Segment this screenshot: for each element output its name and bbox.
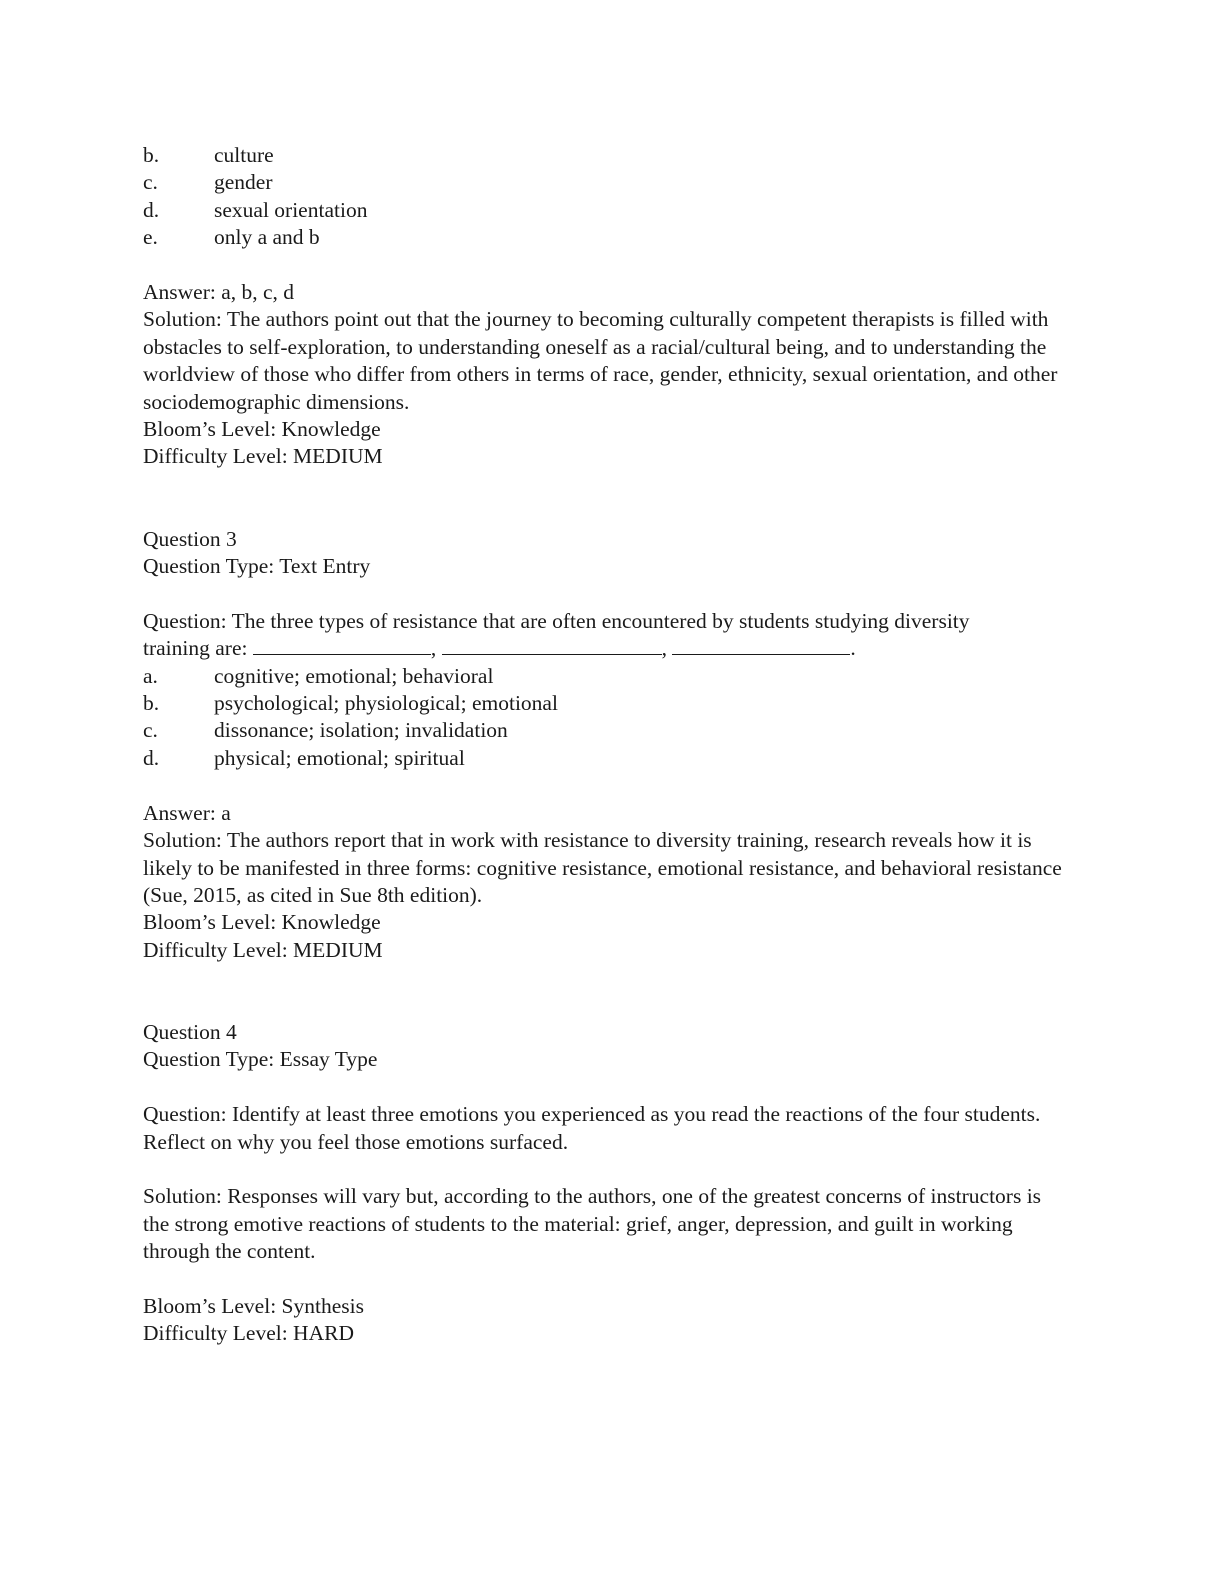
q3-options — [143, 663, 1083, 773]
option-item — [143, 224, 1083, 251]
q3-bloom-level: Bloom’s Level: Knowledge — [143, 910, 381, 935]
document-page — [143, 142, 1083, 1348]
option-text: only a and b — [214, 225, 320, 250]
blank-separator: , — [430, 636, 442, 661]
option-text: gender — [214, 170, 273, 195]
option-letter: c. — [143, 170, 158, 195]
q3-solution: Solution: The authors report that in work with resistance to diversity training, research reveals how it is likely to be manifested in three forms: cognitive resistance, emotional resistance, and behavioral resistance (Sue, 2015, as cited in Sue 8th edition). — [143, 828, 1062, 907]
option-text: sexual orientation — [214, 197, 368, 222]
option-letter: b. — [143, 691, 160, 716]
option-item — [143, 197, 1083, 224]
option-letter: d. — [143, 197, 160, 222]
option-text: psychological; physiological; emotional — [214, 691, 558, 716]
option-text: dissonance; isolation; invalidation — [214, 718, 508, 743]
option-item — [143, 690, 1083, 717]
option-letter: c. — [143, 718, 158, 743]
q4-bloom-level: Bloom’s Level: Synthesis — [143, 1293, 364, 1318]
q3-question-line1: Question: The three types of resistance that are often encountered by students studying diversity — [143, 608, 970, 633]
option-letter: d. — [143, 745, 160, 770]
option-text: physical; emotional; spiritual — [214, 745, 465, 770]
q3-difficulty-level: Difficulty Level: MEDIUM — [143, 937, 383, 962]
q2-bloom-level: Bloom’s Level: Knowledge — [143, 417, 381, 442]
option-item — [143, 745, 1083, 772]
q2-solution: Solution: The authors point out that the journey to becoming culturally competent therapists is filled with obstacles to self-exploration, to understanding oneself as a racial/cultural being, and to understanding the worldview of those who differ from others in terms of race, gender, ethnicity, sexual orientation, and other sociodemographic dimensions. — [143, 307, 1058, 414]
q4-solution: Solution: Responses will vary but, according to the authors, one of the greatest concerns of instructors is the strong emotive reactions of students to the material: grief, anger, depression, and guilt in working through the content. — [143, 1184, 1042, 1264]
q3-question-line2 — [143, 635, 1083, 662]
q2-options — [143, 142, 1083, 252]
answer-blank-3 — [672, 635, 850, 655]
option-text: cognitive; emotional; behavioral — [214, 663, 494, 688]
blank-separator: , — [661, 636, 673, 661]
blank-end: . — [850, 636, 856, 661]
option-item — [143, 169, 1083, 196]
q4-type: Question Type: Essay Type — [143, 1047, 378, 1072]
q3-type: Question Type: Text Entry — [143, 554, 371, 579]
answer-blank-1 — [253, 635, 431, 655]
q3-title: Question 3 — [143, 526, 237, 551]
q4-title: Question 4 — [143, 1019, 237, 1044]
q4-question: Question: Identify at least three emotions you experienced as you read the reactions of the four students. Reflect on why you feel those emotions surfaced. — [143, 1102, 1041, 1154]
option-item — [143, 663, 1083, 690]
q4-difficulty-level: Difficulty Level: HARD — [143, 1321, 354, 1346]
q3-question-prefix: training are: — [143, 636, 253, 661]
option-item — [143, 717, 1083, 744]
q3-answer: Answer: a — [143, 800, 231, 825]
answer-blank-2 — [442, 635, 662, 655]
q2-answer: Answer: a, b, c, d — [143, 280, 295, 305]
option-letter: a. — [143, 663, 158, 688]
option-letter: b. — [143, 143, 160, 167]
q2-difficulty-level: Difficulty Level: MEDIUM — [143, 444, 383, 469]
option-item — [143, 142, 1083, 169]
option-letter: e. — [143, 225, 158, 250]
option-text: culture — [214, 143, 274, 167]
